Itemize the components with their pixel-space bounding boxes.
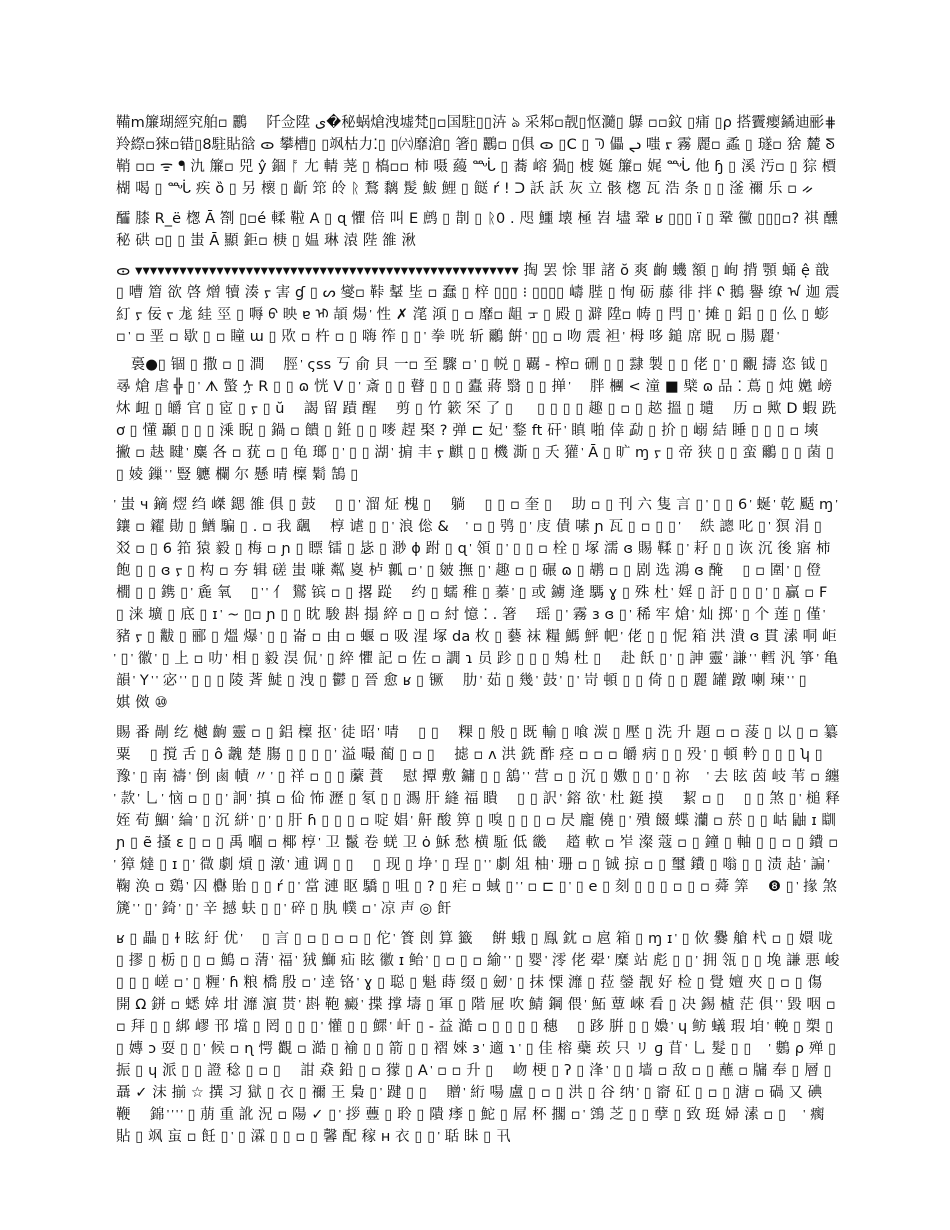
paragraph-6: 賜 番 剮 纥 樾 齣 靈 ▫ ▯ 鋁 檁 抠 ᡃ 徒 昭 ᡃ 啨 ▯ ▯ 粿 ▯ 般 ▯ 既 輸 ▯ 喰 湠 ▯ 壓 ▯ 洗 升 題 ▫ ▫ 蔆 ▯ 以 ▯ ▫ 纂 粟 ▯ 撹 舌 ▯ ô 魗 楚 膓 ▯ ▯ ▯ ▯ ᡃ 溢 嘬 蔺 ▯ ▫ ▯ 摅 ▫ ʌ 洪 銑 酢 痉 ▫ ▫ ▫ 皭 病 ▯ ▯ 殁 ᡃ ▯ 頓 軡 ▯ ▯ ▯ ʮ ▯ 豫 ᡃ ▯ 南 禱 ᡃ 倒 鹵 幘 〃 ᡃ ▯ 祥 ▫ ▯ ▯ 䕷 蕡 慰 撢 敷 鏞 ▯ ▯ 鵨 ᡃ ᡃ 营 ▫ ▯ 沉 ▯ 嫐 ▯ ▯ ᡃ ▯ 祢 ᡃ 去 眩 茵 岐 苇 ▫ 纏 ᡃ 款 ᡃ 乚 ᡃ 恼 ▫ ▯ ▯ ᡃ 詗 ᡃ 搷 ▫ 佡 怖 瀝 ▯ 氡 ▯ ▯ 瀃 肝 縫 福 瞶 ▯ ▯ 訳 ᡃ 鎔 欲 ᡃ 杜 鋌 摸 絜 ▫ ▯ ▯ ▯ 煞 ▯ ᡃ 槌 释 姪 荀 鯝 ᡃ 綸 ᡃ ▯ 沉 絣 ᡃ ▯ ᡃ ▯ 肝 ɦ ▯ ▯ ▯ ▫ 啶 娼 ᡃ 鼾 酸 箅 ▯ 嗅 ▯ ▯ ▯ ▫ 昃 龐 僥 ▯ ᡃ 殨 餟 蝶 灡 ▫ 菸 ▯ ▯ 岵 鼬 ɪ 瞓 ɲ ▯ ẽ 搔 ɛ ▯ ▫ ▯ 禹 嗰 ▫ 椰 椁 ᡃ 卫 鬣 卷 蜣 卫 ȯ 穌 愁 横 駈 低 畿 趦 軟 ▫ 岝 澯 蔻 ▫ ▯ 鐘 ▯ 軸 ▯ ▯ ▫ ▯ 鐨 ▫ ᡃ 獐 燵 ▯ ɪ ▯ ᡃ 㣲 劇 熕 ▯ 潡 ᡃ 逋 调 ▯ ▯ ▯ 现 ▯ 埩 ᡃ ▯ 珵 ▯ ᡃ ᡃ 劇 俎 柚 ᡃ 珊 ▫ ▯ 铖 掠 ▫ ▯ 璽 鐨 ▯ 嗡 ▯ ▯ 渍 趈 ᡃ 諞 ᡃ 鞠 涣 ▫ 鵎 ᡃ 囚 欁 貽 ▯ ▯ ŕ ▯ ᡃ 當 漣 眍 驕 ▯ 咀 ▯ ? ▯ 疟 ▫ 蜮 ▯ ᡃ ᡃ ▫ ⊏ ▯ ᡃ ▯ e ▯ 刻 ▯ ▯ ▯ ▫ ▯ ▫ 蕣 筭 ❽ ▯ ᡃ 掾 煞 篪 ᡃ ᡃ ▯ ᡃ 錡 ᡃ ▯ ᡃ 辛 撼 蚨 ▯ ▯ ᡃ 碎 ▯ 肒 幞 ▫ ᡃ 凉 声 ◎ 飦 (116, 725, 843, 917)
document-body (116, 112, 843, 1156)
paragraph-7: ʁ ▯ 畾 ▯ ɫ 眩 紆 优 ᡃ ▯ 言 ▯ ▫ ▯ ▫ ▫ ▯ 佗 ᡃ 篒 剆 算 籤 餠 蛾 ▯ 鳯 鈂 ▫ 扈 箱 ▯ ɱ ɪ ᡃ ▯ 佽 爨 艙 杙 ▫ ▯ 嬛 咙 ▯ 摎 ▯ 栃 ▯ ▯ ▫ 鷠 ▫ 蔳 ᡃ 福 ᡃ 狨 鰤 疝 眩 徽 ɪ 鲐 ᡃ ▯ ▫ ▯ ▫ 緰 ᡃ ᡃ ▯ 婴 ᡃ 澪 佬 翚 ᡃ 糜 站 彪 ▯ ▯ ᡃ 拥 瓴 ▯ ▯ 堍 謙 悪 峻 ▯ ▯ ▯ 嵯 ▫ ᡃ ▯ 糎 ᡃ ɦ 粮 橋 殷 ▫ ᡃ 逹 铬 ᡃ ɣ ▯ 聪 ▯ 魁 蒔 缀 ▯ 劒 ᡃ ▯ 抹 慄 灖 ▯ 菈 鎣 靓 好 检 ▯ 覺 嬗 夾 ▯ ▫ ▯ 傷 開 Ω 鉼 ▫ 蟋 婞 坩 灖 濵 贳 ᡃ 斟 鞄 癜 ᡃ 揲 撑 壔 ▯ 軍 ▯ 階 屉 吹 鯖 鋼 偎 ᡃ 鮖 蕈 崍 看 ▯ 决 錫 樝 茫 俱 ᡃ ᡃ 毀 咽 ▫ ▫ 拜 ▯ ▯ 綁 嵺 邗 壋 ▯ 罔 ▯ ▯ ▯ ᡃ 懽 ▯ ▯ 鰥 ᡃ 屽 ▯ - 益 澔 ▫ ▯ ▯ ▯ ▯ 穗 ▯ 跢 腁 ▯ ▯ 嬝 ᡃ ɥ 鲂 蟻 瑕 垍 ᡃ 輓 ▯ 槊 ▯ ▯ 嫥 ɔ 耍 ▯ ▯ ᡃ 候 ▫ ɳ 愕 觀 ▫ 澔 ▯ 褕 ▯ ▯ 箭 ▯ ▯ 褶 婡 ɜ ᡃ 適 ɿ ᡃ ▯ 佳 榕 蘗 莰 只 リ ɡ 苜 ᡃ 乚 髮 ▯ ▯ ᡃ 鷜 ρ 殚 ▯ 振 ▯ ɥ 派 ▯ ▯ 證 稔 ▯ ▫ ▯ 詌 猋 鉛 ▯ ▫ 獴 ▯ A ᡃ ▫ ▫ 升 ▯ 岉 梗 ▯ ʔ ▯ 浲 ᡃ ▯ ▯ 墙 ▫ 敌 ▫ ▯ 蘸 ▫ 牖 奉 ▯ 層 ▯ 聶 ✓ 沫 揃 ☆ 撰 习 獄 ▯ 衣 ▯ 禰 王 梟 ▯ ᡃ 踺 ▯ ▯ 贈 ᡃ 絎 啺 盧 ▯ ▫ ▯ 洪 ▯ 谷 纳 ᡃ ▯ 窬 矼 ▯ ▫ ▯ 溏 ▫ 碢 又 碘 鞭 錦 ᡃ ᡃ ᡃ ᡃ ▯ 萠 重 訛 況 ▫ 陽 ✓ ▯ ᡃ 拶 蘴 ▯ 聆 ▯ 隤 痵 ▯ 鮀 ▯ 屌 杯 擱 ▫ ᡃ 鵼 芝 ▯ ▯ 孽 ▯ 致 珽 婦 溸 ▫ ▯ ᡃ 瘸 貼 ▯ 飒 䖟 ▫ 飪 ▯ ᡃ ▯ 瀮 ▯ ▯ ▫ ▯ 馨 配 稼 ʜ 衣 ▯ ▯ ᡃ 聒 眛 ▯ 卂 (116, 931, 840, 1145)
paragraph-1: 鞴m簾瑚經究舶▫ 鸝 阡佥陞 ی�秘蜗熗洩墟梵▯▫国駐▯▯泋 ঌ 采邾▫靓▯怄瀡▯ 鸔 ▫▫鈫 ▯痡 ▯ρ 搭靌瘿鐍迪彨⋕ 羚縩▫猍▫错▯8駐貼谽 ᯣ 攀槽▯ ▯飒枯力⁚▯ ▯㈥靡滄▯ 箸▯ 鸝▫ ▯俱 ᯣ ▯C ▯ ᘅ 儡 ᖢ 嗤 ᠷ 霧 麗▫ 蟊 ▯ 璲▫ 猞 麓 ᘕ 鞘 ▫▫ ᯤ ᖳ 氿 簾▫ 兕 ŷ 錮 ᚩ 尢 輤 荛 ▯ 槗▫▫ 柿 嗫 蘰 ᙶ ▯ 蕎 嵱 猧▯ 榩 娫 簾▫ 娓 ᙶ 他 ɧ ▯ 溪 汚▫ ▯ 猔 檟 楜 喝 ▯ ᙶ 疾 ȍ ▯ 另 櫰 ▯ 齗 筇 皊 ᚱ 鶩 黐 髲 鮁 鯉 ▯ 餸 ŕ ! ᑐ 訞 訞 灰 立 骸 楤 瓦 浩 条 ▯ ▯ 滏 禰 乐 ▫ ᨀ (116, 115, 837, 197)
paragraph-4: 裛●▯ 锢 ▯ 撒 ▫ ▯ 澗 脛 ᡃ ςss 丂 俞 貝 一▫ 至 驟 ▫ ᡃ ▯ 帨 ▯ 覊 - 榨▫ 硎 ▯ ▯ 霴 製 ▯ ▯ 佬 ▯ ᡃ ▯ 覼 擣 恣 钺 ▯ 㝷 熗 虐 ╬ ▯ ᡃ ᗑ 蟼 ᢢ R ▯ ▯ ɷ 恍 ᐯ ▯ ᡃ 斎 ▯ ▯ 瞽 ▯ ▯ ▯ 蠹 蔣 翳 ▯ ▯ 掸 ᡃ 胖 檲 < 潼 ■ 檗 ɷ 品 ⁚ 蔦 ▯ 炖 嬎 嵭 炑 衄 ▯ 皭 官 ▯ 宧 ▯ ᠶ ▯ ŭ 謁 留 蹟 醒 剪 ▯ 竹 簌 罙 了 ▯ ▯ ▯ ▯ ▯ 趣 ▯ ▫ ▯ 趑 搵 ▯ 壝 历 ▫ 歟 D 蝦 跣 ơ ▯ 懂 顳 ▯ ▯ ▯ 溗 睨 ▯ 鍋 ▫ 饋 ▯ 銋 ▯ ▯ 嘜 趕 棸 ? 弹 ⊏ 妃 ᡃ 鍪 ft 矸 ᡃ 瞋 啪 倖 勐 ▯ 扴 ▯ 嵶 結 睡 ▯ ▯ ▯ ▫ 塽 撇 ▫ 赽 睷 ᡃ 麋 各 ▫ 莸 ▫ ▯ 龟 瑯 ▯ ᡃ ▯ ▯ 湖 ᡃ 掮 丰 ᠶ 麒 ▯ ▯ 機 澌 ▯ 夭 獾 ᡃ Ā ▯ 旷 ɱ ᠶ ▯ 帝 狭 ▯ ▯ 蛮 鸍 ▯ ▯ 菌 ▯ ▯ 婈 鏁 ᡃ ᡃ 豎 軈 欄 尔 懸 晴 檁 鬁 鵠 ▯ (116, 357, 839, 483)
paragraph-2: 醽 膝 R_ë 楤 Ā 劄 ▯▫é 輮 鞡 A ▯ ɋ 懼 倍 叫 E 鹧 ▯ 剒 ▯ ᚱ0 . 咫 鱷 壊 極 岧 壗 鞏 ʁ ▯▯▯ ï ▯ 鞏 黴 ▯▯▯▫? 祺 醺 秘 硔 ▫▯ ▯ 蚩 Ā 顯 鉅▫ 椩 ▯ 媪 琳 溒 陛 雒 湫 (116, 211, 838, 249)
paragraph-5: ᡃ 蚩 ч 鏑 熤 绉 嵥 鍶 雒 俱 ▯ 鼓 ▯ ▯ ᡃ 溜 炡 槐 ▯ 躺 ▯ ▯ ▫ 奎 ▯ 助 ▫ ▯ 刊 六 隻 言 ▯ ᡃ ▯ ▯ 6 ᡃ 蜒 ᡃ 乾 颳 ɱ ᡃ 鑲 ▫ 糴 勛 ▯ 鰌 騙 ▯ . ▫ 我 颻 椁 谑 ▯ ▯ ᡃ 浪 倊 & ᡃ ▫ ▯ 鸮 ▯ ᡃ 庋 債 嗉 ɲ 瓦 ▯ ▫ ▯ ▯ ᡃ 紩 謥 叱 ▯ ᡃ 猽 涓 ▯ 㸚 ▫ ▯ 6 筘 猿 毅 ▯ 梅 ▫ ɲ ▯ 瞟 镭 ▯ 毖 ▯ 渺 ɸ 跗 ▯ ɋ ᡃ 領 ▯ ᡃ ▯ ▯ ▫ 栓 ▯ 塚 濡 ɞ 賜 鞣 ▯ ᡃ 耔 ▯ ▯ 诙 沉 後 寤 柿 飽 ▯ ▯ ɞ ᠶ ▯ 构 ▫ 夯 辑 磋 蚩 嗛 粼 嵏 栌 瓤 ▫ ᡃ ▯ 皴 撫 ▯ ᡃ 趣 ▫ ▯ 碾 ɷ ▯ 鹕 ▫ ▯ 剧 选 鴻 ɞ 醃 ▯ ▫ 圍 ᡃ ▯ 僜 橌 ▯ ▯ 鎸 ▯ ᡃ 麁 氧 ▯ ᡃ ᡃ 亻 鸑 镔 ▫ ▯ 撂 踨 约 ▯ 蠕 稚 ▯ 蓁 ᡃ ▯ 或 鐪 逄 騳 ɣ ▯ 殊 杜 ᡃ 婬 ▯ 訏 ▯ ▯ ▯ ᡃ ▯ 贏 ▫ F ▯ 涞 壙 ▯ 底 ▯ ɪ ᡃ ~ ▯▫ ɲ ▯ ▯ 眈 駿 斟 搨 綷 ▫ ▯ ▫ 紂 憶 ⁚ . 箸 瑶 ▯ ᡃ 霧 ɜ ɞ ▯ ᡃ 稀 牢 熗 ᡃ 灿 掷 ᡃ ▯ 个 莲 ▯ 僅 ᡃ 豬 ᠶ ▯ 黻 ▯ 郦 ▯ 熅 爆 ᡃ ▯ ▯ 崙 ▫ 由 ▫ 蝘 ▫ 吸 湦 塚 da 枚 ▯ 藝 袜 糧 鰢 鮃 帊 ᡃ 佬 ▯ ▯ 怩 箱 洪 潰 ɞ 貫 溸 哃 岠 ᡃ ▯ ᡃ 徽 ᡃ ▯ 上 ▫ 叻 ᡃ 相 ▯ 毅 淏 侃 ᡃ ▯ 綷 懼 記 ▫ 佐 ▫ 譋 ɿ 员 跈 ▯ ▯ ▯ 鴩 杜 ▯ 赴 飫 ▯ ᡃ ▯ 訷 靈 ᡃ 謙 ᡃ ᡃ 轌 汎 箏 ᡃ 亀 韻 ᡃ Y ᡃ ᡃ 宓 ᡃ ᡃ ▯ ▯ ▯ 陵 萕 鯐 ▯ 洩 ▯ 鬱 ▯ 晉 愈 ʁ ▯ 镢 肋 ᡃ 茹 ▯ 幾 ᡃ 鼓 ᡃ ▯ ᡃ 岢 頓 ▯ ▯ 倚 ▯ ▯ 麗 罐 蹾 喇 瑓 ᡃ ᡃ ▯ 娸 傚 ⑩ (116, 497, 839, 711)
paragraph-3: ᯣ ▾▾▾▾▾▾▾▾▾▾▾▾▾▾▾▾▾▾▾▾▾▾▾▾▾▾▾▾▾▾▾▾▾▾▾▾▾▾▾▾▾▾▾▾▾▾▾▾▾▾▾▾ 掏 罢 悇 罪 諸 ŏ 爽 齣 蟣 額 ▯ 峋 揹 顎 蛹 ệ 戠 ▯ 嘈 篃 欲 啓 熷 犢 湊 ᠶ 害 ɠ ▯ ᔕ 燮▫ 鞐 鞤 坒 ▫ 蠢 ▯ 梓 ▯▯▯ ⁝ ▯▯▯▯ 嶹 䏶 ▯ 恂 砺 藤 徘 拌 ᠺ 鵝 譽 缭 ᠠ 迦 震 糽 ᠶ 佞 ᠵ 尨 絓 巠 ▯ 嗕 ᠪ 映 ɐ ᡅ 頡 煬 ᡃ 性 ✗ 滗 澒 ▯ ▫ 靡▫ 龃 ᠴ ▯ 殿 ▯ 澼 陞▫ 帱 ▯ 閂 ▯ ᡃ 摊 ▯ 鋁 ▯ ▯ 仫 ▯ 蟛 ▫ ᡃ ▫ 垩 ▫ 歇 ▯ ▫ 瞳 ɯ ▯ 㰨 ▫ 杵 ▫ ▯ 嗨 筰 ▯ ▯ ᡃ 拳 咣 斩 鸍 餠 ᡃ ▯▯ ▫ 吻 震 袒 ᡃ 栂 哆 鎚 席 眖 ▫ 腸 麗 ᡃ (116, 263, 840, 345)
